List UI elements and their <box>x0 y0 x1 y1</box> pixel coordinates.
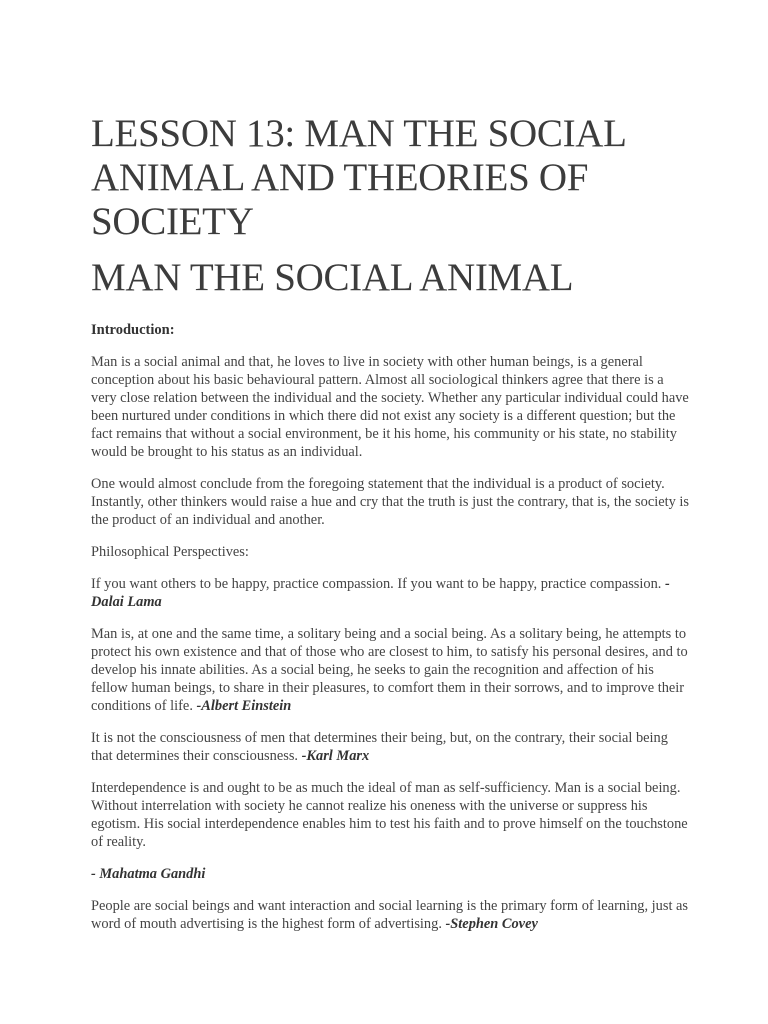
quote-covey <box>91 897 691 933</box>
section-title: MAN THE SOCIAL ANIMAL <box>91 256 574 299</box>
intro-paragraph-2: One would almost conclude from the foregoing statement that the individual is a product of society. Instantly, other thinkers would raise a hue and cry that the truth is just the contrary, that is, the society is the product of an individual and another. <box>91 476 689 528</box>
quote-text: Interdependence is and ought to be as much the ideal of man as self-sufficiency. Man is a social being. Without interrelation with society he cannot realize his oneness with the universe or suppress his egotism. His social interdependence enables him to test his faith and to prove himself on the touchstone of reality. <box>91 780 688 850</box>
quote-gandhi <box>91 779 691 851</box>
intro-paragraph: Man is a social animal and that, he loves to live in society with other human beings, is a general conception about his basic behavioural pattern. Almost all sociological thinkers agree that there is a very close relation between the individual and the society. Whether any particular individual could have been nurtured under conditions in which there did not exist any society is a different question; but the fact remains that without a social environment, be it his home, his community or his state, no stability would be brought to his status as an individual. <box>91 354 689 460</box>
quote-text: It is not the consciousness of men that determines their being, but, on the contrary, their social being that determines their consciousness. <box>91 730 668 764</box>
quote-text: If you want others to be happy, practice compassion. If you want to be happy, practice compassion. <box>91 576 665 592</box>
quote-gandhi-attribution <box>91 865 691 883</box>
introduction-heading: Introduction: <box>91 322 175 338</box>
quote-text: Man is, at one and the same time, a solitary being and a social being. As a solitary being, he attempts to protect his own existence and that of those who are closest to him, to satisfy his personal desires, and to develop his innate abilities. As a social being, he seeks to gain the recognition and affection of his fellow human beings, to share in their pleasures, to comfort them in their sorrows, and to improve their conditions of life. <box>91 626 688 714</box>
document-page <box>91 112 691 933</box>
quote-author: - Mahatma Gandhi <box>91 866 206 882</box>
quote-marx <box>91 729 691 765</box>
quote-author: -Stephen Covey <box>445 916 538 932</box>
lesson-title: LESSON 13: MAN THE SOCIAL ANIMAL AND THEORIES OF SOCIETY <box>91 112 626 243</box>
philosophical-perspectives-label: Philosophical Perspectives: <box>91 544 249 560</box>
quote-author: -Karl Marx <box>301 748 370 764</box>
quote-dalai-lama <box>91 575 691 611</box>
quote-einstein <box>91 625 691 715</box>
quote-text: People are social beings and want interaction and social learning is the primary form of learning, just as word of mouth advertising is the highest form of advertising. <box>91 898 689 932</box>
quote-author: -Albert Einstein <box>196 698 292 714</box>
quote-author: -Dalai Lama <box>91 576 670 610</box>
